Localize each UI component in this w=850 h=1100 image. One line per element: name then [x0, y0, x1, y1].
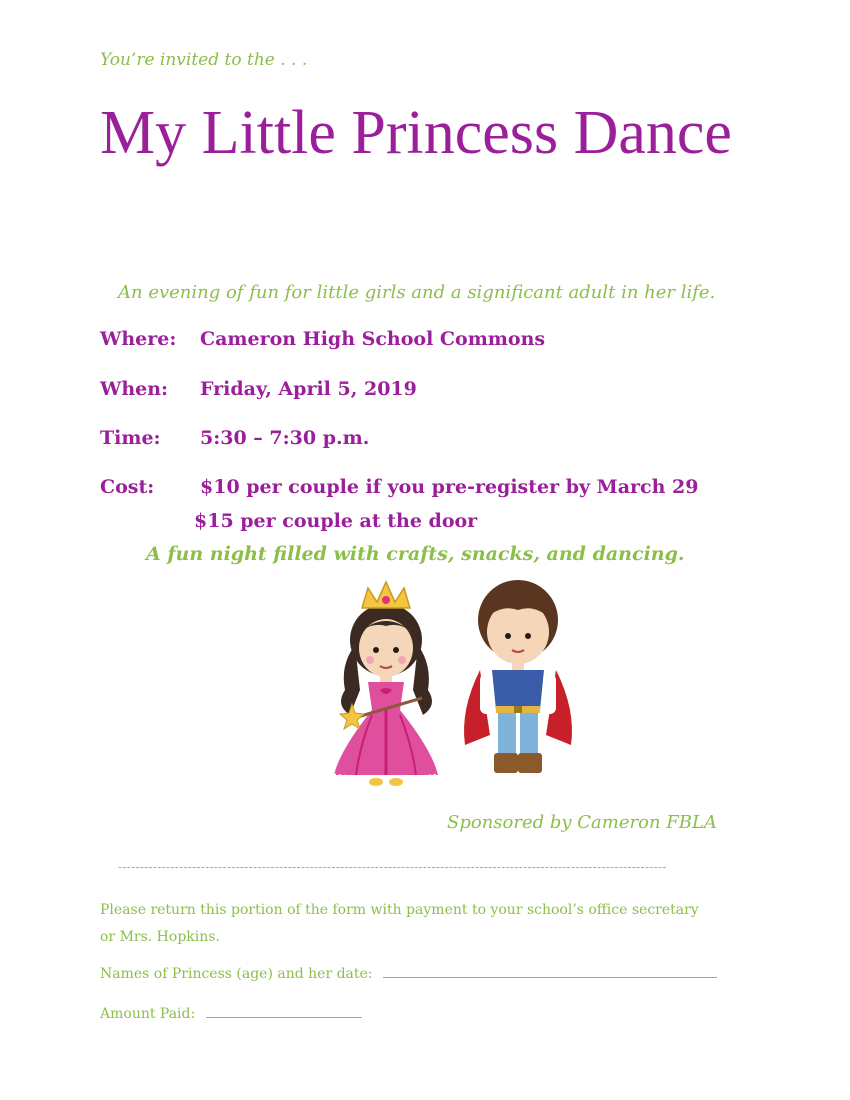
cost-value-door: $15 per couple at the door — [194, 510, 478, 532]
highlight-text: A fun night filled with crafts, snacks, and dancing. — [146, 543, 685, 565]
time-label: Time: — [100, 427, 161, 449]
amount-blank[interactable] — [206, 1003, 362, 1018]
tagline: An evening of fun for little girls and a significant adult in her life. — [118, 282, 716, 303]
names-field — [100, 963, 717, 982]
where-value: Cameron High School Commons — [200, 328, 546, 350]
princess-icon — [334, 582, 438, 786]
invite-intro: You’re invited to the . . . — [100, 50, 308, 70]
amount-label: Amount Paid: — [100, 1006, 196, 1022]
cost-label: Cost: — [100, 476, 155, 498]
names-label: Names of Princess (age) and her date: — [100, 966, 373, 982]
amount-field — [100, 1003, 362, 1022]
names-blank[interactable] — [383, 963, 717, 978]
sponsor-text: Sponsored by Cameron FBLA — [447, 812, 717, 833]
princess-prince-illustration — [320, 570, 580, 800]
cut-line: ------------------------------------------------------------------------------------------------------------------------------ — [118, 860, 667, 874]
where-label: Where: — [100, 328, 177, 350]
when-value: Friday, April 5, 2019 — [200, 378, 417, 400]
prince-icon — [464, 580, 572, 773]
when-label: When: — [100, 378, 169, 400]
cost-value: $10 per couple if you pre-register by March 29 — [200, 476, 699, 498]
time-value: 5:30 – 7:30 p.m. — [200, 427, 370, 449]
page-title: My Little Princess Dance — [100, 99, 732, 167]
return-instructions: Please return this portion of the form with payment to your school’s office secretary or Mrs. Hopkins. — [100, 902, 699, 945]
